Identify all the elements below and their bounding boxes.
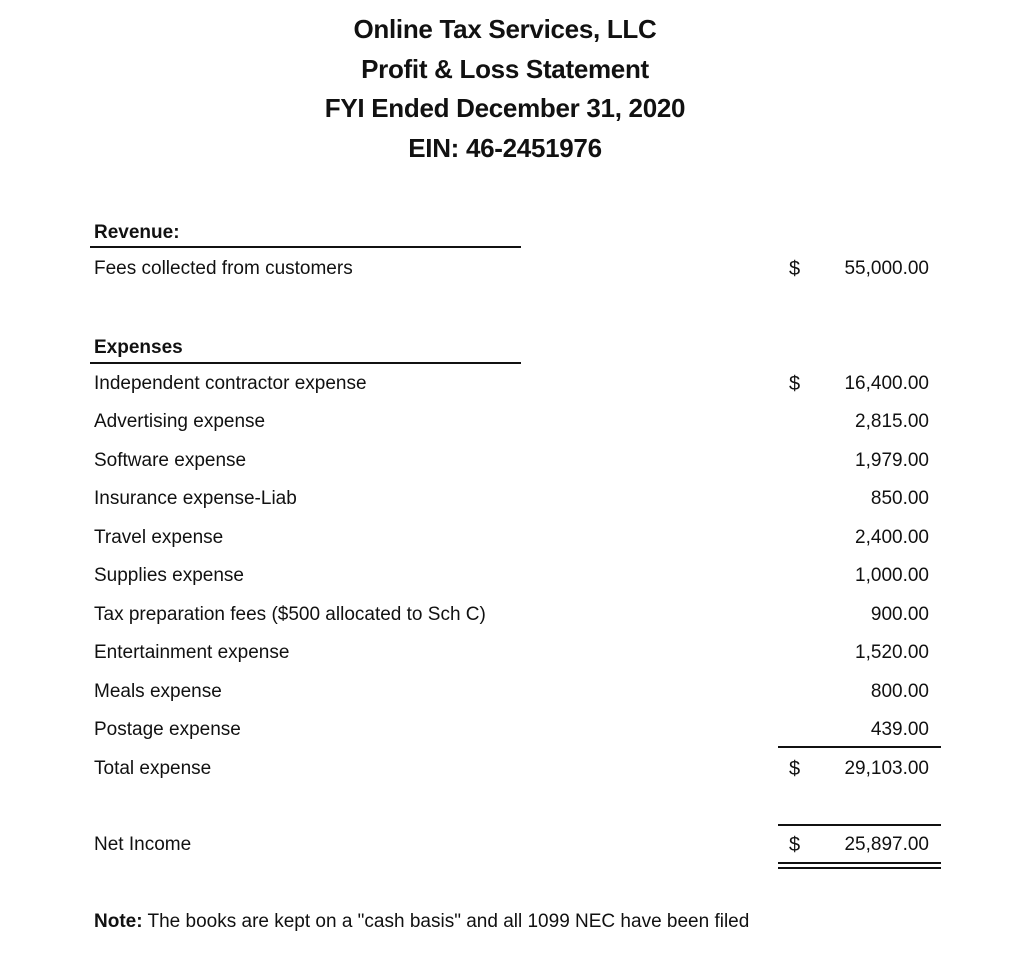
expenses-section-title: Expenses (94, 337, 183, 358)
expense-row-label: Software expense (94, 450, 247, 471)
company-name: Online Tax Services, LLC (353, 14, 657, 44)
expense-row-amount: 800.00 (870, 681, 929, 702)
statement-title: Profit & Loss Statement (361, 54, 649, 84)
net-income-double-rule-top (778, 862, 941, 864)
expense-row-amount: 1,000.00 (855, 565, 929, 586)
net-income-currency: $ (789, 834, 801, 856)
expense-row-label: Advertising expense (94, 411, 266, 432)
expense-row-amount: 2,815.00 (855, 411, 929, 432)
revenue-item-amount: 55,000.00 (844, 258, 929, 279)
expense-row-label: Tax preparation fees ($500 allocated to Sch C) (94, 604, 486, 625)
net-income-top-rule (778, 824, 941, 826)
total-expense-currency: $ (789, 758, 801, 780)
expense-row-amount: 900.00 (870, 604, 929, 625)
expenses-underline (90, 362, 521, 364)
expense-row-label: Insurance expense-Liab (94, 488, 297, 509)
expense-row-amount: 2,400.00 (855, 527, 929, 548)
expense-row-amount: 850.00 (870, 488, 929, 509)
statement-period: FYI Ended December 31, 2020 (324, 93, 686, 123)
expense-row-amount: 1,979.00 (855, 450, 929, 471)
expense-row-label: Travel expense (94, 527, 224, 548)
expense-row-label: Supplies expense (94, 565, 244, 586)
revenue-item-currency: $ (789, 258, 801, 280)
revenue-item-label: Fees collected from customers (94, 258, 353, 279)
revenue-section-title: Revenue: (94, 222, 180, 243)
expense-row-label: Entertainment expense (94, 642, 290, 663)
expense-row-label: Postage expense (94, 719, 241, 740)
expense-row-amount: 16,400.00 (844, 373, 929, 394)
total-rule (778, 746, 941, 748)
expense-row-currency: $ (789, 373, 801, 395)
net-income-amount: 25,897.00 (844, 834, 929, 855)
ein-number: EIN: 46-2451976 (408, 133, 602, 163)
note-prefix: Note: (94, 911, 143, 932)
note-text: The books are kept on a "cash basis" and all 1099 NEC have been filed (142, 911, 750, 932)
expense-row-amount: 439.00 (870, 719, 929, 740)
revenue-underline (90, 246, 521, 248)
expense-row-label: Independent contractor expense (94, 373, 367, 394)
expense-row-label: Meals expense (94, 681, 222, 702)
net-income-label: Net Income (94, 834, 192, 855)
net-income-double-rule-bottom (778, 867, 941, 869)
footnote (94, 911, 749, 933)
total-expense-label: Total expense (94, 758, 212, 779)
expense-row-amount: 1,520.00 (855, 642, 929, 663)
total-expense-amount: 29,103.00 (844, 758, 929, 779)
